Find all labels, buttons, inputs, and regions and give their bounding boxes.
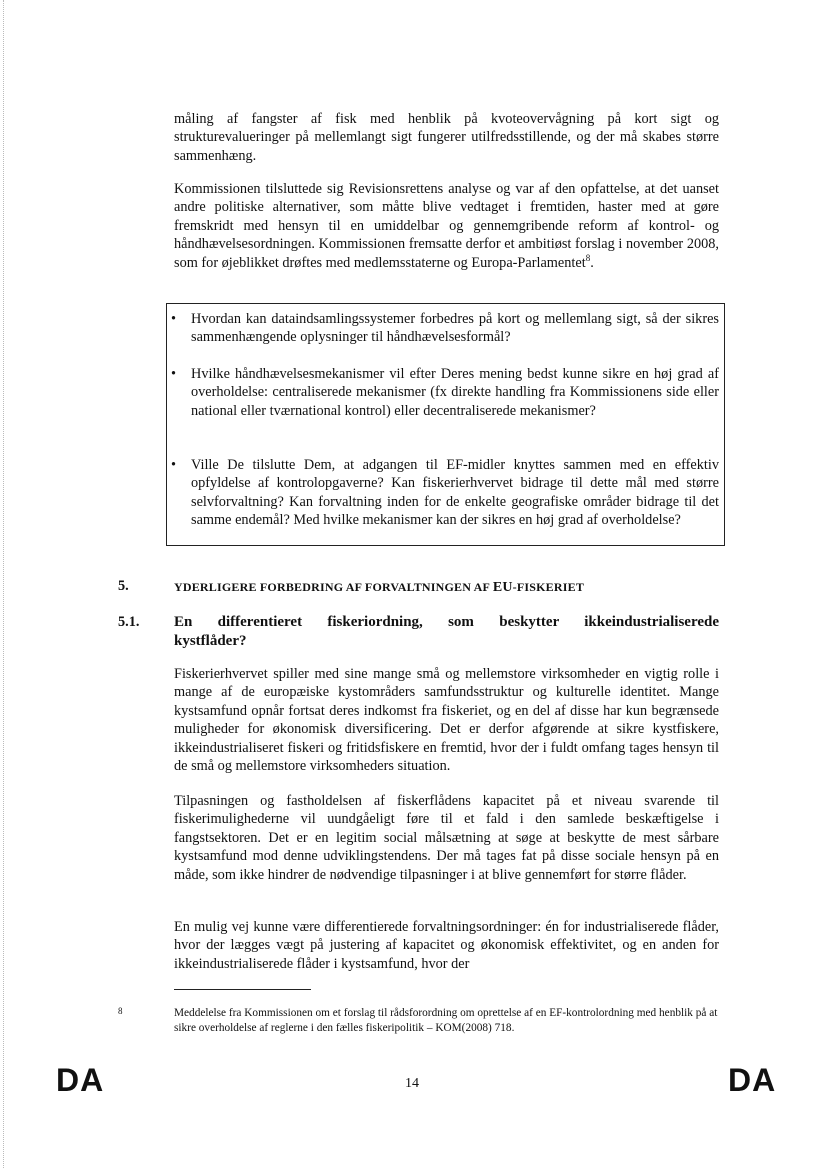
- language-code-right: DA: [728, 1062, 777, 1098]
- question-item-3: [171, 456, 719, 530]
- bullet-icon: •: [171, 311, 177, 327]
- section-5-number: 5.: [118, 578, 129, 594]
- section-5-1-title: En differentieret fiskeriordning, som beskytter ikkeindustrialiserede kystflåder?: [174, 614, 719, 649]
- section-5-title: [174, 580, 719, 596]
- paragraph-commission-end: .: [590, 254, 594, 271]
- footnote-separator: [174, 989, 311, 990]
- footnote-ref[interactable]: 8: [585, 252, 591, 263]
- paragraph-fleet-capacity: Tilpasningen og fastholdelsen af fiskerflådens kapacitet på et niveau svarende til fiskerimulighederne vil uundgåeligt føre til et fald i den samlede beskæftigelse i fangstsektoren. Det er en legitim social målsætning at søge at beskytte de mest sårbare kystsamfund mod denne udviklingstendens. Der må tages fat på disse sociale hensyn på en måde, som ikke hindrer de nødvendige tilpasninger i at blive gennemført for større flåder.: [174, 793, 719, 883]
- language-code-left: DA: [56, 1062, 105, 1098]
- question-text: Ville De tilslutte Dem, at adgangen til EF-midler knyttes sammen med en effektiv opfyldelse af kontrolopgaverne? Kan fiskerierhvervet bidrage til dette mål med større selvforvaltning? Kan forvaltning inden for de enkelte geografiske områder bidrage til det samme endemål? Med hvilke mekanismer kan der sikres en høj grad af overholdelse?: [191, 457, 719, 529]
- section-5-title-b: -FISKERIET: [512, 580, 585, 594]
- bullet-icon: •: [171, 457, 177, 473]
- footnote-text: Meddelelse fra Kommissionen om et forslag til rådsforordning om oprettelse af en EF-kontrolordning med henblik på at sikre overholdelse af reglerne i den fælles fiskeripolitik – KOM(2008) 718.: [174, 1007, 718, 1034]
- page-edge-scan-line: [3, 0, 4, 1168]
- section-5-1-number: 5.1.: [118, 614, 140, 630]
- paragraph-measurement: måling af fangster af fisk med henblik på kvoteovervågning på kort sigt og strukturevalueringer på mellemlangt sigt fungerer utilfredsstillende, og der må skabes større sammenhæng.: [174, 111, 719, 164]
- paragraph-commission: [174, 180, 719, 272]
- paragraph-fishing-industry: Fiskerierhvervet spiller med sine mange små og mellemstore virksomheder en vigtig rolle i mange af de europæiske kystområders samfundsstruktur og kulturelle identitet. Mange kystsamfund opnår fortsat deres indkomst fra fiskeriet, og en del af disse har kun begrænsede muligheder for økonomisk diversificering. Det er derfor afgørende at sikre kystfiskere, ikkeindustrialiseret fiskeri og fritidsfiskere en fremtid, hvor der i fuldt omfang tages hensyn til de små og mellemstore virksomheders situation.: [174, 666, 719, 775]
- page-number: 14: [405, 1076, 419, 1091]
- footnote-mark: 8: [118, 1006, 123, 1016]
- paragraph-differentiated: En mulig vej kunne være differentierede forvaltningsordninger: én for industrialiserede flåder, hvor der lægges vægt på justering af kapacitet og økonomisk effektivitet, og en anden for ikkeindustrialiserede flåder i kystsamfund, hvor der: [174, 919, 719, 972]
- question-box: [166, 303, 725, 546]
- question-item-1: [171, 310, 719, 347]
- question-item-2: [171, 365, 719, 420]
- question-text: Hvilke håndhævelsesmekanismer vil efter Deres mening bedst kunne sikre en høj grad af overholdelse: centraliserede mekanismer (fx direkte handling fra Kommissionens side eller national eller tværnational kontrol) eller decentraliserede mekanismer?: [191, 366, 719, 419]
- paragraph-commission-text: Kommissionen tilsluttede sig Revisionsrettens analyse og var af den opfattelse, at det uanset andre politiske alternativer, som måtte blive vedtaget i fremtiden, haster med at gøre fremskridt med hensyn til en umiddelbar og gennemgribende reform af kontrol- og håndhævelsesordningen. Kommissionen fremsatte derfor et ambitiøst forslag i november 2008, som for øjeblikket drøftes med medlemsstaterne og Europa-Parlamentet: [174, 181, 719, 271]
- section-5-title-eu: EU: [492, 580, 513, 595]
- bullet-icon: •: [171, 366, 177, 382]
- question-text: Hvordan kan dataindsamlingssystemer forbedres på kort og mellemlang sigt, så der sikres sammenhængende oplysninger til håndhævelsesformål?: [191, 311, 719, 346]
- section-5-title-a: YDERLIGERE FORBEDRING AF FORVALTNINGEN AF: [174, 580, 493, 594]
